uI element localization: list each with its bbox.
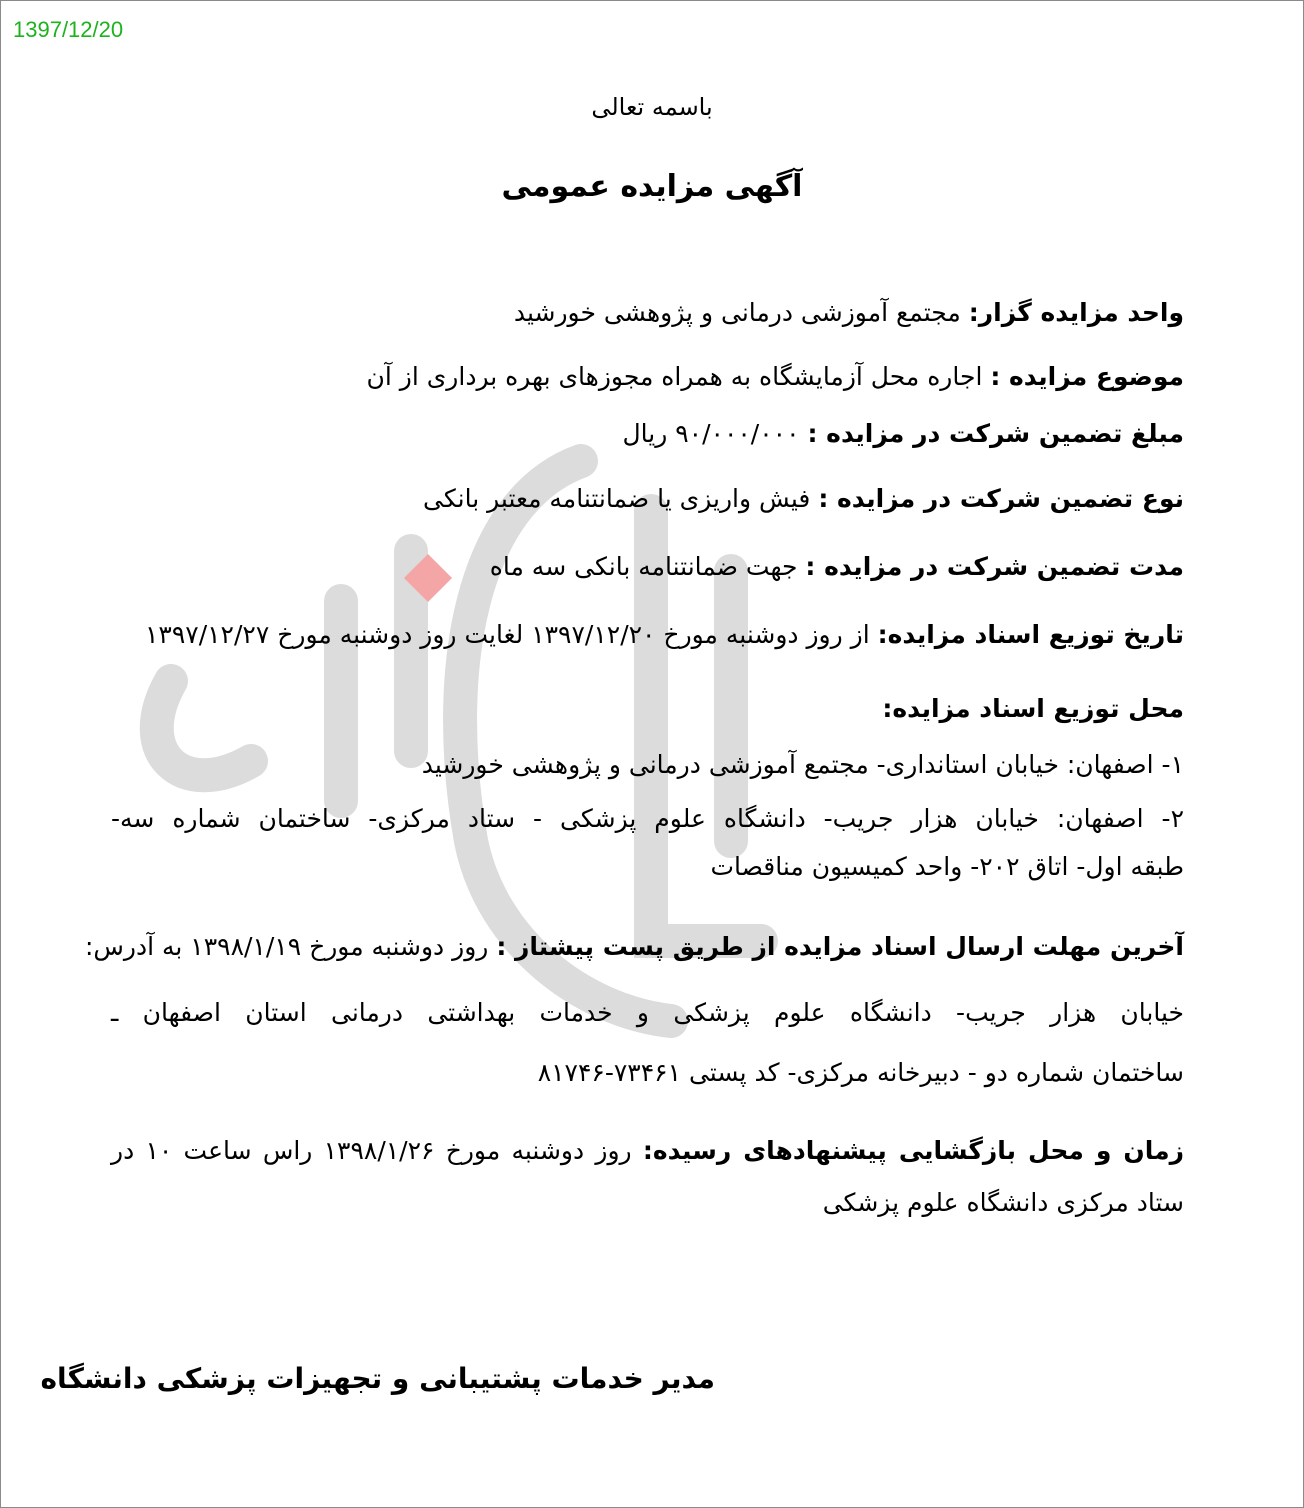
opening-location: ستاد مرکزی دانشگاه علوم پزشکی [822, 1188, 1184, 1217]
signature: مدیر خدمات پشتیبانی و تجهیزات پزشکی دانشگاه [40, 1362, 715, 1395]
page-title: آگهی مزایده عمومی [501, 169, 803, 204]
distribution-heading: محل توزیع اسناد مزایده: [882, 694, 1184, 723]
field-subject: موضوع مزایده : اجاره محل آزمایشگاه به همراه مجوزهای بهره برداری از آن [366, 362, 1184, 391]
deadline-line: آخرین مهلت ارسال اسناد مزایده از طریق پست پیشتاز : روز دوشنبه مورخ ۱۳۹۸/۱/۱۹ به آدرس: [84, 932, 1184, 961]
distribution-item: ۲- اصفهان: خیابان هزار جریب- دانشگاه علوم پزشکی - ستاد مرکزی- ساختمان شماره سه- [111, 804, 1184, 833]
opening-line: زمان و محل بازگشایی پیشنهادهای رسیده: روز دوشنبه مورخ ۱۳۹۸/۱/۲۶ راس ساعت ۱۰ در [111, 1136, 1184, 1165]
invocation: باسمه تعالی [591, 93, 713, 121]
deadline-address: خیابان هزار جریب- دانشگاه علوم پزشکی و خدمات بهداشتی درمانی استان اصفهان ـ [111, 998, 1184, 1027]
distribution-item: ۱- اصفهان: خیابان استانداری- مجتمع آموزشی درمانی و پژوهشی خورشید [421, 750, 1184, 779]
field-guarantee-amount: مبلغ تضمین شرکت در مزایده : ۹۰/۰۰۰/۰۰۰ ریال [622, 419, 1184, 448]
distribution-item: طبقه اول- اتاق ۲۰۲- واحد کمیسیون مناقصات [710, 852, 1184, 881]
field-organizer: واحد مزایده گزار: مجتمع آموزشی درمانی و پژوهشی خورشید [513, 298, 1184, 327]
field-distribution-date: تاریخ توزیع اسناد مزایده: از روز دوشنبه مورخ ۱۳۹۷/۱۲/۲۰ لغایت روز دوشنبه مورخ ۱۳۹۷/۱۲/۲۷ [145, 620, 1184, 649]
stamp-date: 1397/12/20 [13, 17, 124, 42]
field-guarantee-duration: مدت تضمین شرکت در مزایده : جهت ضمانتنامه بانکی سه ماه [489, 552, 1184, 581]
field-guarantee-type: نوع تضمین شرکت در مزایده : فیش واریزی یا ضمانتنامه معتبر بانکی [423, 484, 1184, 513]
deadline-address: ساختمان شماره دو - دبیرخانه مرکزی- کد پستی ۷۳۴۶۱-۸۱۷۴۶ [537, 1058, 1184, 1087]
